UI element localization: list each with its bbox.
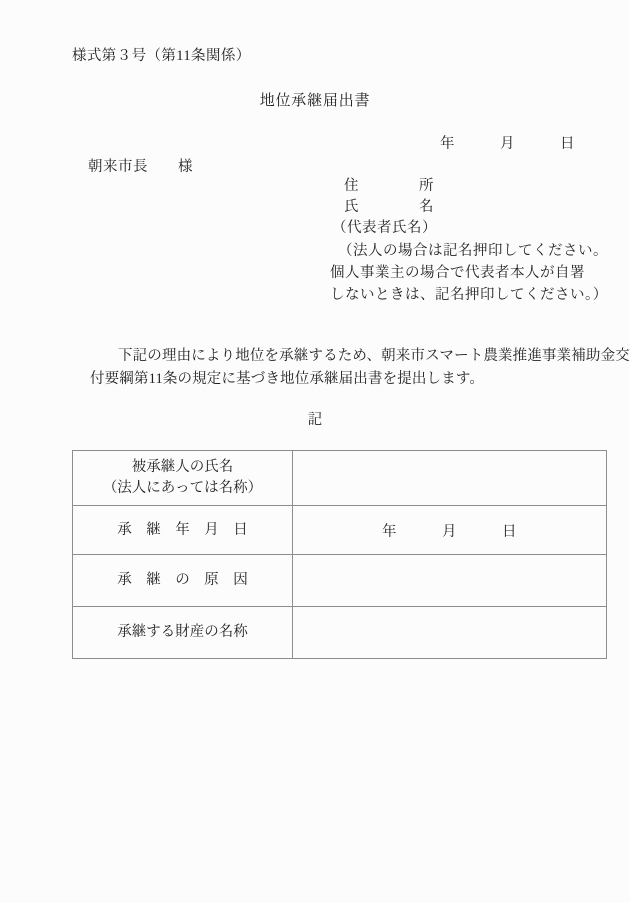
row-label-line-1: 承継する財産の名称 [117,624,248,640]
document-title: 地位承継届出書 [259,93,371,109]
submission-date-line: 年 月 日 [440,136,575,152]
ki-mark: 記 [307,412,323,428]
row-label-line-1: 承 継 年 月 日 [117,521,248,538]
body-paragraph-line-2: 付要綱第11条の規定に基づき地位承継届出書を提出します。 [90,371,484,387]
table-row [73,555,607,607]
seal-note-line-1: （法人の場合は記名押印してください。 [338,243,608,259]
representative-name-label: （代表者氏名） [332,220,437,236]
row-label-property-name [73,607,293,659]
addressee-line: 朝来市長 様 [88,159,193,175]
row-value-text: 年 月 日 [382,523,517,540]
applicant-address-label: 住 所 [344,178,434,194]
table-row [73,451,607,506]
row-label-line-1: 被承継人の氏名 [131,459,234,475]
body-paragraph-line-1: 下記の理由により地位を承継するため、朝来市スマート農業推進事業補助金交 [118,348,630,364]
table-row [73,506,607,555]
row-label-succession-date [73,506,293,555]
row-label-line-2: （法人にあっては名称） [102,480,263,496]
row-value-predecessor-name[interactable] [293,451,607,506]
seal-instruction-note [330,240,608,306]
form-number: 様式第３号（第11条関係） [72,48,251,64]
row-label-succession-reason [73,555,293,607]
succession-details-table [72,450,607,659]
row-value-succession-date[interactable] [293,506,607,555]
row-value-property-name[interactable] [293,607,607,659]
applicant-name-label: 氏 名 [344,199,434,215]
table-row [73,607,607,659]
row-label-line-1: 承 継 の 原 因 [117,572,248,588]
row-label-predecessor-name [73,451,293,506]
applicant-block [330,176,608,306]
seal-note-line-3: しないときは、記名押印してください。） [330,287,608,303]
row-value-succession-reason[interactable] [293,555,607,607]
seal-note-line-2: 個人事業主の場合で代表者本人が自署 [330,265,585,281]
body-paragraph [90,345,630,391]
